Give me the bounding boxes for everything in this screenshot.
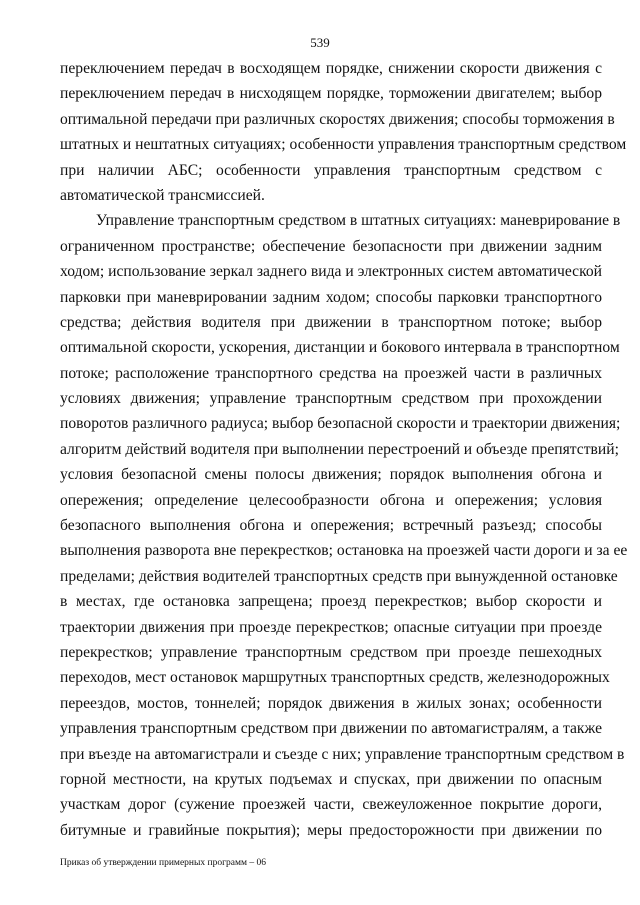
text-line: траектории движения при проезде перекрестков; опасные ситуации при проезде xyxy=(60,618,602,636)
document-body xyxy=(60,56,628,843)
text-line: автоматической трансмиссией. xyxy=(60,186,265,204)
text-line: в местах, где остановка запрещена; проезд перекрестков; выбор скорости и xyxy=(60,593,602,611)
page-number: 539 xyxy=(310,35,330,50)
text-line: горной местности, на крутых подъемах и спусках, при движении по опасным xyxy=(60,770,602,788)
text-line: безопасного выполнения обгона и опережения; встречный разъезд; способы xyxy=(60,517,602,535)
text-line: пределами; действия водителей транспортных средств при вынужденной остановке xyxy=(60,567,618,585)
text-line: средства; действия водителя при движении в транспортном потоке; выбор xyxy=(60,313,602,331)
text-line: алгоритм действий водителя при выполнении перестроений и объезде препятствий; xyxy=(60,440,619,458)
text-line: оптимальной передачи при различных скоростях движения; способы торможения в xyxy=(60,110,615,128)
text-line: управления транспортным средством при движении по автомагистралям, а также xyxy=(60,720,602,738)
paragraph xyxy=(60,208,628,843)
text-line: Управление транспортным средством в штатных ситуациях: маневрирование в xyxy=(96,212,621,230)
text-line: парковки при маневрировании задним ходом; способы парковки транспортного xyxy=(60,288,602,306)
text-line: ограниченном пространстве; обеспечение безопасности при движении задним xyxy=(60,237,602,255)
text-line: переходов, мест остановок маршрутных транспортных средств, железнодорожных xyxy=(60,669,610,687)
text-line: при наличии АБС; особенности управления транспортным средством с xyxy=(60,161,602,179)
text-line: перекрестков; управление транспортным средством при проезде пешеходных xyxy=(60,643,602,661)
paragraph xyxy=(60,56,627,208)
text-line: при въезде на автомагистрали и съезде с них; управление транспортным средством в xyxy=(60,745,625,763)
text-line: опережения; определение целесообразности обгона и опережения; условия xyxy=(60,491,602,509)
text-line: штатных и нештатных ситуациях; особенности управления транспортным средством xyxy=(60,136,627,154)
text-line: битумные и гравийные покрытия); меры предосторожности при движении по xyxy=(60,821,602,839)
text-line: участкам дорог (сужение проезжей части, свежеуложенное покрытие дороги, xyxy=(60,796,602,814)
text-line: потоке; расположение транспортного средства на проезжей части в различных xyxy=(60,364,602,382)
text-line: поворотов различного радиуса; выбор безопасной скорости и траектории движения; xyxy=(60,415,621,433)
text-line: ходом; использование зеркал заднего вида и электронных систем автоматической xyxy=(60,263,602,281)
document-footer: Приказ об утверждении примерных программ – 06 xyxy=(60,858,266,868)
text-line: переключением передач в восходящем порядке, снижении скорости движения с xyxy=(60,60,602,77)
text-line: оптимальной скорости, ускорения, дистанции и бокового интервала в транспортном xyxy=(60,339,620,357)
text-line: условиях движения; управление транспортным средством при прохождении xyxy=(60,390,602,408)
text-line: переключением передач в нисходящем порядке, торможении двигателем; выбор xyxy=(60,85,602,103)
text-line: условия безопасной смены полосы движения; порядок выполнения обгона и xyxy=(60,466,602,484)
text-line: выполнения разворота вне перекрестков; остановка на проезжей части дороги и за ее xyxy=(60,542,628,560)
text-line: переездов, мостов, тоннелей; порядок движения в жилых зонах; особенности xyxy=(60,694,602,712)
